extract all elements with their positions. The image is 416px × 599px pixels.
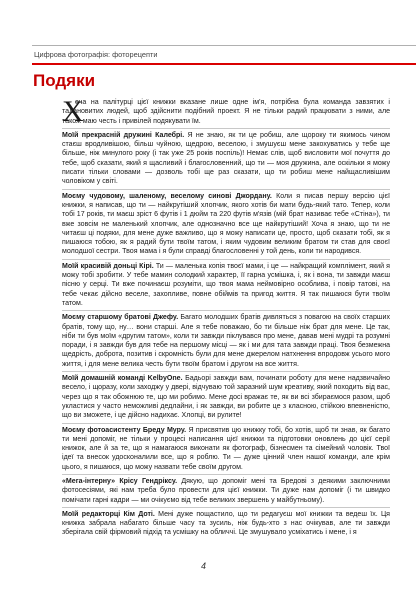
page-title: Подяки [33, 71, 96, 90]
paragraph-text: Я не знаю, як ти це робиш, але щороку ти якимось чином стаєш вродливішою, більш чуйною, щедрою, веселою, і змушуєш мене закохуватись у тебе ще більше, ніж минулого року (і так уже 25 років поспіль)! Немає слів, щоб висловити мої почуття до тебе, щоб сказати, який я щасливий і благословенний, що ти — моя дружина, але оскільки я можу писати тільки словами — дозволь тобі ще раз сказати, що ти робиш мене найщасливішим чоловіком у світі. [62, 131, 390, 186]
title-accent-bar [32, 63, 416, 65]
paragraph-lead: Моєму старшому братові Джефу. [62, 314, 179, 322]
acknowledgement-paragraph [62, 129, 390, 187]
acknowledgement-paragraph [62, 508, 390, 538]
acknowledgement-paragraph [62, 475, 390, 505]
paragraph-text: Бадьорі завжди вам, починати роботу для мене надзвичайно весело, і щоразу, коли заходжу у двері, відчуваю той заразний шум креативу, який походить від вас, через що я так обожнюю те, що ми робимо. Мене досі вражає те, як ви всі збираємося разом, щоб укластися у часто неможливі дедлайни, і як завжди, ви робите це з класною, стійкою впевненістю, що ви зможете, і це дійсно надихає. Хлопці, ви рулите! [62, 375, 390, 420]
paragraph-text: Ти — маленька копія твоєї мами, і це — найкращий комплімент, який я можу тобі зробити. У тебе мамин солодкий характер, її гарна усмішка, і, як і вона, ти завжди маєш пісню у серці. Ти вже починаєш розуміти, що твоя мама неймовірно особлива, і повір татові, на тебе чекає дійсно веселе, захопливе, повне обіймів та пригод життя. Я так пишаюся бути твоїм татом. [62, 262, 390, 307]
page-number: 4 [201, 561, 207, 571]
drop-cap: Х [62, 95, 84, 128]
paragraph-lead: Моїй домашній команді KelbyOne. [62, 375, 183, 383]
paragraph-lead: Моєму чудовому, шаленому, веселому синові Джордану. [62, 192, 272, 200]
acknowledgement-paragraph [62, 260, 390, 308]
paragraph-lead: Моєму фотоасистенту Бреду Муру. [62, 426, 187, 434]
paragraph-text: Дякую, що допоміг мені та Бредові з деякими заключними фотосесіями, які нам треба було провести для цієї книжки. Ти дуже нам допоміг (і ти швидко помічати гарні кадри — ми очікуємо від тебе великих звершень у майбутньому). [62, 477, 390, 504]
paragraph-text: Коли я писав першу версію цієї книжки, я написав, що ти — найкрутіший хлопчик, якого хотів би мати будь-який тато. Тепер, коли тобі 17 років, ти маєш зріст 6 футів і 1 дюйм та 220 футів м'язів (мій брат називає тебе «Стіна»), ти вже зовсім не маленький хлопчик, але однозначно все ще найкрутіший! Хоча я знаю, що ти не читаєш ці подяки, для мене дуже важливо, що я можу написати це, просто, щоб сказати тобі, як я пишаюся тобою, як я радий бути твоїм татом, і яким чудовим великим братом ти став для своєї молодшої сестри. Твоя мама і я були справді благословенні у той день, коли ти народився. [62, 192, 391, 256]
acknowledgement-paragraph [62, 190, 390, 257]
running-header: Цифрова фотографія: фоторецепти [34, 50, 158, 59]
paragraph-text: Багато молодших братів дивляться з повагою на своїх старших братів, тому що, ну… вони старші. Але я тебе поважаю, бо ти більше ніж брат для мене. Це так, ніби ти був моїм «другим татом», коли ти завжди піклувався про мене, давав мені мудрі та розумні поради, і я завжди був для тебе на першому місці — як і ми для тата завжди праці. Твоя безмежна щедрість, доброта, позитив і скромність були для мене джерелом натхнення впродовж усього мого життя, і для мене велика честь бути твоїм братом і другом на все життя. [62, 314, 390, 368]
paragraph-lead: Моїй редакторці Кім Доті. [62, 510, 155, 518]
acknowledgement-paragraph [62, 372, 390, 420]
acknowledgement-paragraph [62, 424, 390, 472]
paragraph-lead: «Мега-інтерну» Крісу Гендріксу. [62, 477, 178, 485]
acknowledgement-paragraph [62, 311, 390, 369]
paragraph-lead: Моїй прекрасній дружині Калебрі. [62, 131, 185, 139]
header-divider [32, 45, 416, 46]
acknowledgements-body [62, 95, 391, 540]
paragraph-lead: Моїй красивій доньці Кірі. [62, 262, 154, 270]
paragraph-text: Мені дуже пощастило, що ти редагуєш мої книжки та ведеш їх. Ця книжка забрала набагато більше часу та зусиль, ніж будь-хто з нас очікував, але ти завжди зберігала свій фірмовий підхід та усмішку на обличчі. Це змушувало усміхатись і мене, і я [62, 510, 391, 537]
intro-paragraph: оча на палітурці цієї книжки вказане лише одне ім'я, потрібна була команда завзятих і талановитих людей, щоб здійснити подібний проект. Я не тільки радий працювати з ними, але також маю честь і привілей подякувати їм. [62, 99, 390, 125]
paragraph-text: Я присвятив цю книжку тобі, бо хотів, щоб ти знав, як багато ти мені допоміг, не тільки у процесі написання цієї книжки та підготовки оновлень до цієї серії книжок, але й за те, що я намагаюся виконати як фотограф, бізнесмен та сімейний чоловік. Твої ідеї та внесок удосконалили все, що я роблю. Ти — дуже цінний член нашої команди, але крім цього, я пишаюся, що можу назвати тебе своїм другом. [62, 426, 390, 471]
